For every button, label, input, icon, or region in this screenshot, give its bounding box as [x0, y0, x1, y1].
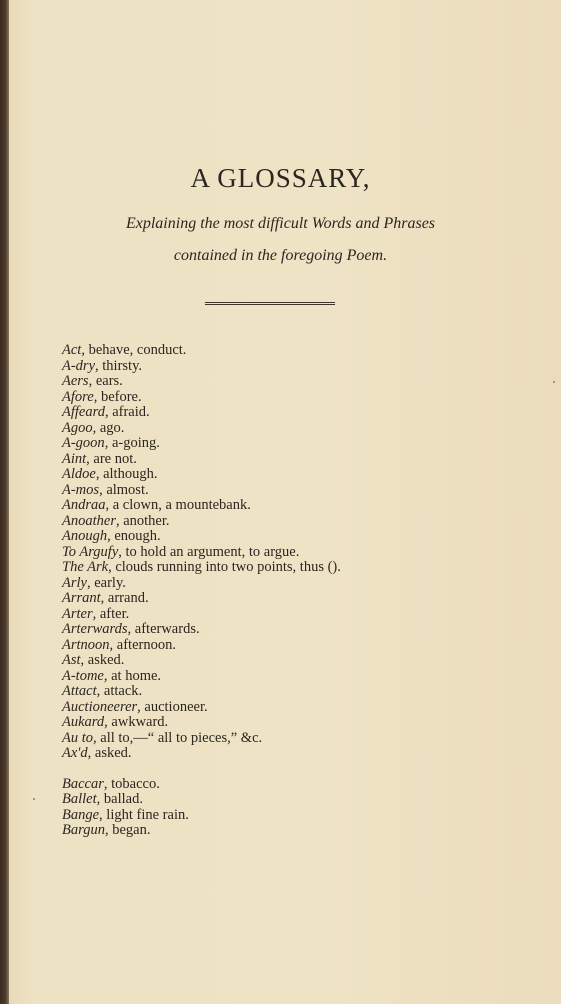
entry-definition: , early.: [86, 574, 126, 591]
entry-headword: Arrant: [62, 590, 101, 606]
entry-definition: , a-going.: [104, 435, 160, 451]
glossary-entry: [62, 808, 542, 824]
entry-definition: , thirsty.: [95, 357, 143, 374]
entry-definition: , afterwards.: [127, 621, 200, 637]
entry-headword: Attact: [62, 683, 97, 699]
glossary-entry: [62, 545, 542, 561]
glossary-entry: [62, 576, 542, 592]
entry-definition: , a clown, a mountebank.: [105, 497, 251, 513]
entry-headword: Arter: [62, 605, 93, 622]
entry-definition: , before.: [93, 388, 142, 405]
glossary-entry: [62, 777, 542, 793]
entry-definition: , asked.: [80, 652, 125, 668]
entry-definition: , another.: [115, 512, 170, 529]
entry-headword: A-tome: [62, 667, 104, 684]
entry-headword: Aint: [62, 450, 87, 467]
entry-definition: , ears.: [88, 373, 123, 389]
entry-definition: , afraid.: [104, 404, 150, 420]
entry-headword: Au to: [62, 729, 94, 746]
entry-headword: Aers: [62, 373, 89, 389]
glossary-entry: [62, 607, 542, 623]
section-gap: [62, 762, 542, 777]
entry-headword: A-mos: [62, 481, 100, 498]
glossary-entry: [62, 669, 542, 685]
glossary-entry: [62, 792, 542, 808]
entry-headword: Ast: [62, 652, 81, 668]
glossary-entry: [62, 529, 542, 545]
entry-headword: Afore: [62, 388, 94, 405]
paper-speck: [553, 381, 555, 383]
entry-definition: , auctioneer.: [137, 698, 208, 715]
entry-headword: Aukard: [62, 714, 105, 730]
entry-definition: , asked.: [87, 745, 132, 761]
entry-headword: Aldoe: [62, 466, 96, 482]
glossary-entry: [62, 823, 542, 839]
entry-headword: Arly: [62, 574, 87, 591]
glossary-entry: [62, 684, 542, 700]
glossary-entry: [62, 514, 542, 530]
glossary-entry: [62, 359, 542, 375]
entry-definition: , began.: [104, 822, 151, 838]
entry-definition: , light fine rain.: [99, 806, 189, 823]
entry-headword: Ax'd: [62, 745, 88, 761]
glossary-entry: [62, 405, 542, 421]
entry-definition: , almost.: [99, 481, 149, 498]
entry-headword: A-dry: [62, 357, 96, 374]
glossary-subtitle-line-2: contained in the foregoing Poem.: [173, 247, 388, 264]
entry-definition: , although.: [95, 466, 158, 482]
entry-headword: To Argufy: [62, 543, 119, 560]
entry-headword: Bargun: [62, 822, 105, 838]
glossary-subtitle-line-1: Explaining the most difficult Words and Phrases: [125, 215, 436, 232]
entry-headword: Bange: [62, 806, 100, 823]
entry-definition: , tobacco.: [103, 775, 160, 792]
entry-definition: , awkward.: [104, 714, 169, 730]
page-binding-edge: [0, 0, 9, 1004]
entry-definition: , clouds running into two points, thus ().: [108, 559, 341, 575]
entry-headword: Anoather: [62, 512, 116, 529]
entry-definition: , behave, conduct.: [81, 342, 187, 358]
glossary-entry: [62, 343, 542, 359]
title-divider-rule: [205, 302, 335, 305]
glossary-entry: [62, 653, 542, 669]
entry-headword: A-goon: [62, 435, 105, 451]
entry-definition: , after.: [92, 605, 130, 622]
glossary-entry: [62, 731, 542, 747]
glossary-title: A GLOSSARY,: [190, 163, 371, 193]
entry-definition: , attack.: [96, 683, 143, 699]
entry-definition: , afternoon.: [109, 636, 176, 653]
entry-definition: , arrand.: [100, 590, 149, 606]
glossary-entry: [62, 591, 542, 607]
entry-headword: Agoo: [62, 419, 93, 436]
glossary-entry: [62, 436, 542, 452]
entry-definition: , at home.: [103, 667, 162, 684]
entry-headword: Arterwards: [62, 621, 128, 637]
entry-headword: Ballet: [62, 791, 97, 807]
glossary-entry: [62, 700, 542, 716]
glossary-entry: [62, 421, 542, 437]
glossary-entry: [62, 374, 542, 390]
entry-definition: , ago.: [92, 419, 125, 436]
entry-headword: Baccar: [62, 775, 104, 792]
paper-speck: [33, 798, 35, 800]
entry-headword: Anough: [62, 528, 108, 544]
entry-headword: Artnoon: [62, 636, 110, 653]
entry-headword: Andraa: [62, 497, 106, 513]
entry-definition: , enough.: [107, 528, 161, 544]
glossary-entry: [62, 498, 542, 514]
glossary-entry: [62, 638, 542, 654]
entry-definition: , all to,—“ all to pieces,” &c.: [93, 729, 263, 746]
glossary-entry: [62, 715, 542, 731]
glossary-entry: [62, 483, 542, 499]
entry-definition: , ballad.: [96, 791, 143, 807]
entry-headword: Auctioneerer: [62, 698, 138, 715]
glossary-entry: [62, 390, 542, 406]
entry-headword: The Ark: [62, 559, 109, 575]
glossary-entry: [62, 746, 542, 762]
entry-headword: Act: [62, 342, 82, 358]
entry-definition: , are not.: [86, 450, 137, 467]
glossary-entry: [62, 467, 542, 483]
entry-headword: Affeard: [62, 404, 105, 420]
glossary-entry: [62, 622, 542, 638]
entry-definition: , to hold an argument, to argue.: [118, 543, 300, 560]
glossary-entry: [62, 452, 542, 468]
glossary-entry-list: [62, 343, 542, 839]
glossary-entry: [62, 560, 542, 576]
